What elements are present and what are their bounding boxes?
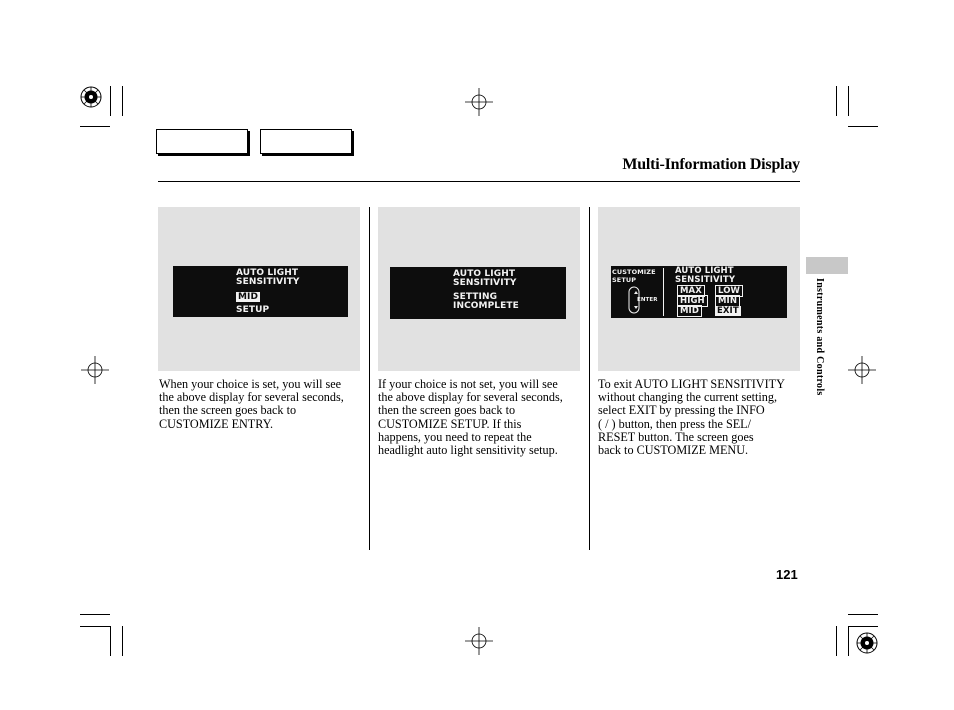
screen-line: AUTO LIGHT (236, 268, 299, 278)
crosshair-mark-icon (848, 356, 876, 384)
mid-screen-2 (390, 267, 566, 319)
display-figure-3 (598, 207, 800, 371)
page-number: 121 (776, 567, 798, 582)
screen-line: SETTING (453, 292, 498, 302)
section-side-tab (806, 257, 848, 274)
body-paragraph-3 (598, 378, 804, 457)
screen-line: SENSITIVITY (675, 275, 736, 285)
option-high: HIGH (677, 295, 708, 307)
option-mid: MID (677, 305, 702, 317)
body-paragraph-1 (159, 378, 365, 431)
option-min: MIN (715, 295, 740, 307)
mid-screen-3 (611, 266, 787, 318)
option-exit: EXIT (717, 306, 739, 316)
section-title: Multi-Information Display (622, 156, 800, 173)
screen-line: INCOMPLETE (453, 301, 519, 311)
crosshair-mark-icon (465, 88, 493, 116)
screen-line: SENSITIVITY (453, 278, 517, 288)
screen-line: SETUP (612, 276, 637, 284)
body-paragraph-2 (378, 378, 584, 457)
nav-tab-index[interactable] (260, 129, 352, 154)
side-tab-label: Instruments and Controls (814, 278, 825, 396)
option-max: MAX (677, 285, 705, 297)
column-divider (589, 207, 590, 550)
column-divider (369, 207, 370, 550)
nav-tab-main-menu[interactable] (156, 129, 248, 154)
screen-line: AUTO LIGHT (675, 266, 734, 276)
registration-target-icon (856, 632, 878, 654)
paragraph-text: When your choice is set, you will see the above display for several seconds, then the screen goes back to CUSTOMIZE ENTRY. (159, 377, 344, 431)
screen-line: SENSITIVITY (236, 277, 300, 287)
paragraph-text: If your choice is not set, you will see the above display for several seconds, then the screen goes back to CUSTOMIZE SETUP. If this happens, you need to repeat the headlight auto light sensitivity setup. (378, 377, 563, 458)
selected-option: MID (238, 292, 259, 302)
paragraph-text: To exit AUTO LIGHT SENSITIVITY without changing the current setting, select EXIT by pressing the INFO ( / ) button, then press the SEL/ RESET button. The screen goes back to CUSTOMIZE MENU. (598, 377, 785, 458)
screen-line: CUSTOMIZE (612, 268, 656, 276)
option-low: LOW (715, 285, 743, 297)
display-figure-1 (158, 207, 360, 371)
screen-line: SETUP (236, 305, 270, 315)
registration-target-icon (80, 86, 102, 108)
enter-label: ENTER (637, 297, 658, 303)
display-figure-2 (378, 207, 580, 371)
crosshair-mark-icon (465, 627, 493, 655)
header-rule (158, 181, 800, 182)
screen-line: AUTO LIGHT (453, 269, 516, 279)
mid-screen-1 (173, 266, 348, 317)
crosshair-mark-icon (81, 356, 109, 384)
